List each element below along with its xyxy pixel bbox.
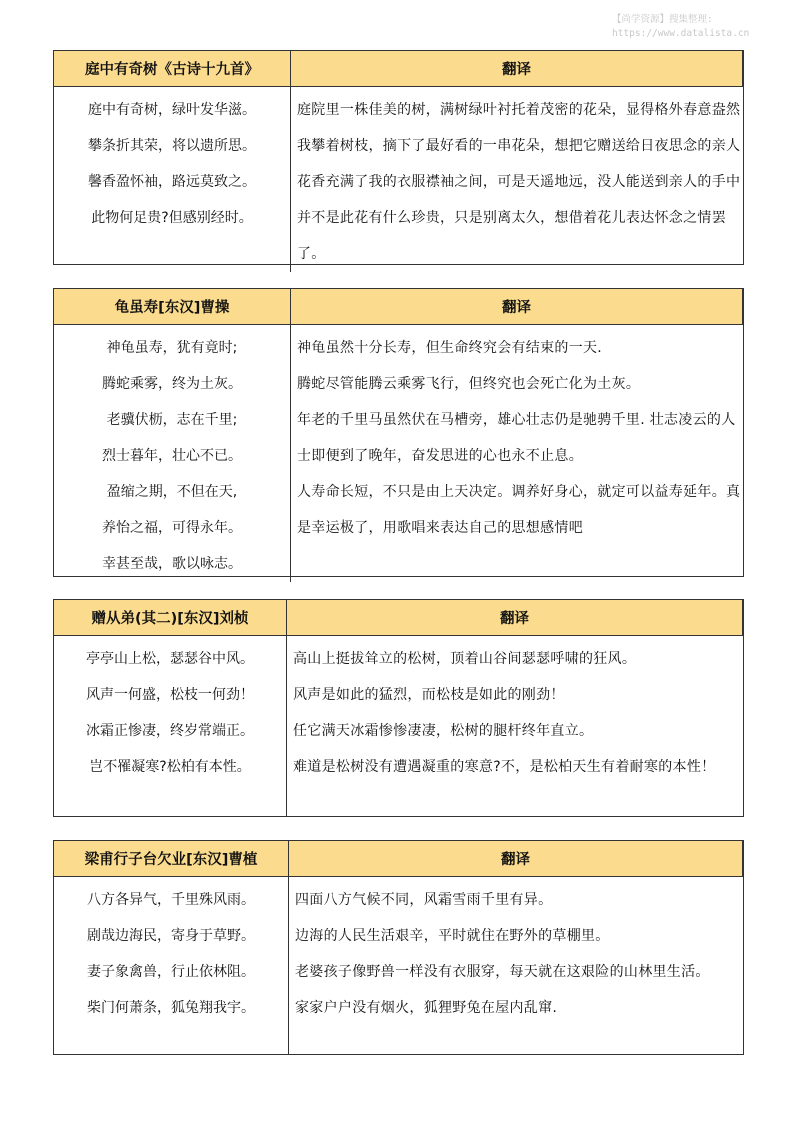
poem-title: 赠从弟(其二)[东汉]刘桢 [54, 600, 287, 636]
poem-line: 此物何足贵?但感别经时。 [91, 210, 253, 226]
watermark-source: 【尚学资源】搜集整理: [612, 14, 713, 25]
poem-line: 剧哉边海民，寄身于草野。 [87, 928, 255, 944]
watermark-url: https://www.datalista.cn [612, 28, 750, 39]
poem-line: 柴门何萧条，狐兔翔我宇。 [87, 1000, 255, 1016]
translation-header: 翻译 [291, 51, 743, 87]
poem-table [53, 599, 744, 817]
poem-lines [54, 325, 291, 582]
poem-translation [291, 87, 743, 272]
poem-title: 庭中有奇树《古诗十九首》 [54, 51, 291, 87]
translation-paragraph: 神龟虽然十分长寿，但生命终究会有结束的一天. [297, 340, 603, 356]
poem-table [53, 840, 744, 1055]
translation-header: 翻译 [287, 600, 743, 636]
translation-paragraph: 四面八方气候不同，风霜雪雨千里有异。 [295, 892, 553, 908]
translation-paragraph: 高山上挺拔耸立的松树，顶着山谷间瑟瑟呼啸的狂风。 [293, 651, 637, 667]
poem-line: 八方各异气，千里殊风雨。 [87, 892, 255, 908]
poem-lines [54, 877, 289, 1054]
translation-paragraph: 难道是松树没有遭遇凝重的寒意?不，是松柏天生有着耐寒的本性！ [293, 759, 716, 775]
poem-line: 风声一何盛，松枝一何劲！ [86, 687, 254, 703]
poem-table [53, 288, 744, 577]
poem-table [53, 50, 744, 265]
poem-line: 亭亭山上松，瑟瑟谷中风。 [86, 651, 254, 667]
poem-line: 幸甚至哉，歌以咏志。 [102, 556, 242, 572]
poem-title: 龟虽寿[东汉]曹操 [54, 289, 291, 325]
poem-line: 攀条折其荣，将以遗所思。 [88, 138, 256, 154]
translation-header: 翻译 [291, 289, 743, 325]
translation-paragraph: 边海的人民生活艰辛，平时就住在野外的草棚里。 [295, 928, 610, 944]
poem-line: 养怡之福，可得永年。 [102, 520, 242, 536]
translation-paragraph: 庭院里一株佳美的树，满树绿叶衬托着茂密的花朵，显得格外春意盎然我攀着树枝，摘下了最好看的一串花朵，想把它赠送给日夜思念的亲人花香充满了我的衣服襟袖之间，可是天遥地远，没人能送到亲人的手中并不是此花有什么珍贵，只是别离太久，想借着花儿表达怀念之情罢了。 [297, 102, 741, 262]
watermark [612, 13, 787, 41]
poem-line: 烈士暮年，壮心不已。 [102, 448, 242, 464]
translation-paragraph: 腾蛇尽管能腾云乘雾飞行，但终究也会死亡化为土灰。 [297, 376, 641, 392]
poem-line: 神龟虽寿，犹有竟时; [106, 340, 238, 356]
translation-paragraph: 风声是如此的猛烈，而松枝是如此的刚劲！ [293, 687, 565, 703]
poem-lines [54, 87, 291, 272]
translation-paragraph: 人寿命长短，不只是由上天决定。调养好身心，就定可以益寿延年。真是幸运极了，用歌唱来表达自己的思想感情吧 [297, 484, 741, 536]
translation-paragraph: 家家户户没有烟火，狐狸野兔在屋内乱窜. [295, 1000, 558, 1016]
poem-line: 老骥伏枥，志在千里; [106, 412, 238, 428]
poem-line: 盈缩之期，不但在天, [106, 484, 238, 500]
poem-line: 妻子象禽兽，行止依林阻。 [87, 964, 255, 980]
poem-translation [291, 325, 743, 582]
translation-header: 翻译 [289, 841, 743, 877]
translation-paragraph: 老婆孩子像野兽一样没有衣服穿，每天就在这艰险的山林里生活。 [295, 964, 710, 980]
poem-title: 梁甫行子台欠业[东汉]曹植 [54, 841, 289, 877]
translation-paragraph: 年老的千里马虽然伏在马槽旁，雄心壮志仍是驰骋千里. 壮志凌云的人士即便到了晚年，奋发思进的心也永不止息。 [297, 412, 736, 464]
poem-line: 岂不罹凝寒?松柏有本性。 [89, 759, 251, 775]
poem-line: 腾蛇乘雾，终为土灰。 [102, 376, 242, 392]
poem-translation [287, 636, 743, 816]
poem-line: 冰霜正惨凄，终岁常端正。 [86, 723, 254, 739]
poem-line: 馨香盈怀袖，路远莫致之。 [88, 174, 256, 190]
poem-line: 庭中有奇树，绿叶发华滋。 [88, 102, 256, 118]
poem-translation [289, 877, 743, 1054]
poem-lines [54, 636, 287, 816]
translation-paragraph: 任它满天冰霜惨惨凄凄，松树的腿杆终年直立。 [293, 723, 594, 739]
